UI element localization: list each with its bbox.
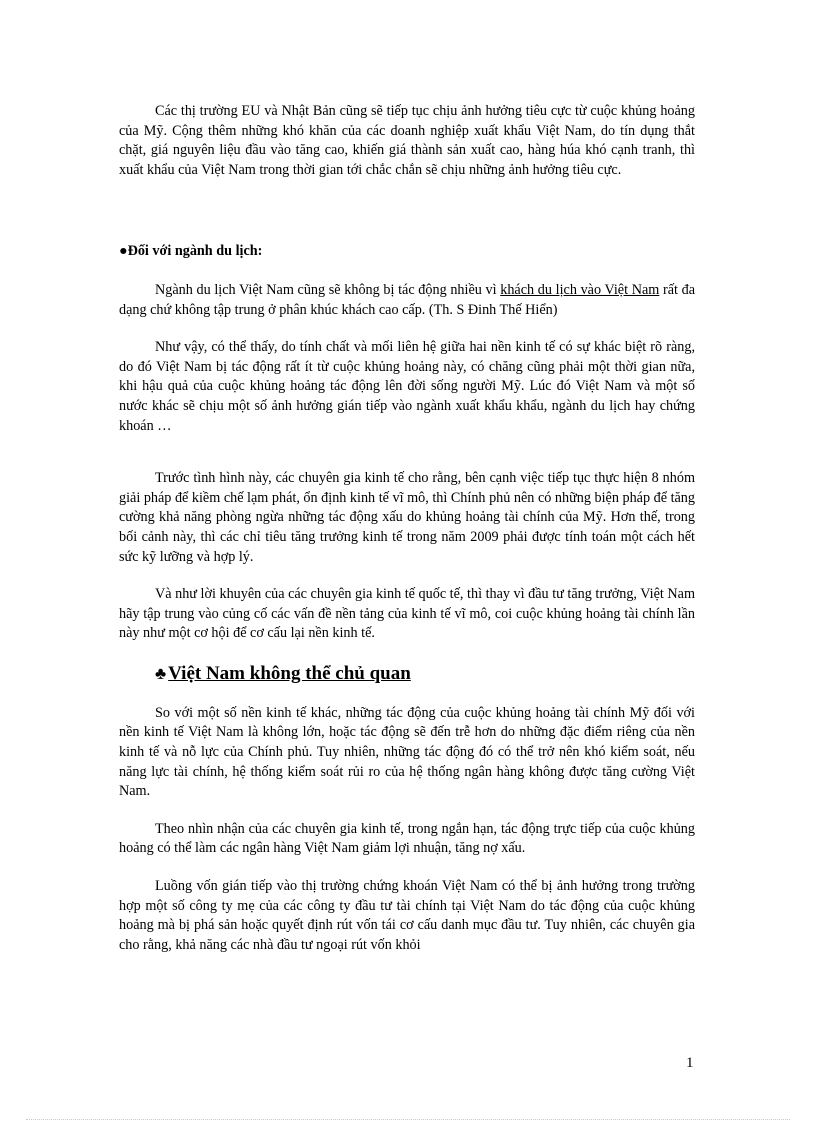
paragraph-advice: Và như lời khuyên của các chuyên gia kinh tế quốc tế, thì thay vì đầu tư tăng trưởng, Việt Nam hãy tập trung vào củng cố các vấn đề nền tảng của kinh tế vĩ mô, coi cuộc khủng hoảng tài chính lần này như một cơ hội để cơ cấu lại nền kinh tế. [119,586,695,642]
page-number: 1 [686,1055,694,1071]
paragraph-experts: Trước tình hình này, các chuyên gia kinh tế cho rằng, bên cạnh việc tiếp tục thực hiện 8 nhóm giải pháp để kiềm chế lạm phát, ổn định kinh tế vĩ mô, thì Chính phủ nên có những biện pháp để tăng cường khả năng phòng ngừa những tác động xấu do khủng hoảng tài chính của Mỹ. Hơn thế, trong bối cảnh này, thì các chỉ tiêu tăng trưởng kinh tế trong năm 2009 phải được tính toán một cách hết sức kỹ lưỡng và hợp lý. [119,470,695,565]
tourism-heading: ●Đối với ngành du lịch: [119,243,263,260]
paragraph-impact: So với một số nền kinh tế khác, những tác động của cuộc khủng hoảng tài chính Mỹ đối với nền kinh tế Việt Nam là không lớn, hoặc tác động sẽ đến trễ hơn do những đặc điểm riêng của nền kinh tế và nỗ lực của Chính phủ. Tuy nhiên, những tác động đó có thể trở nên khó kiểm soát, nếu năng lực tài chính, hệ thống kiểm soát rủi ro của hệ thống ngân hàng không được tăng cường Việt Nam. [119,704,695,800]
paragraph-eu-japan: Các thị trường EU và Nhật Bản cũng sẽ tiếp tục chịu ảnh hưởng tiêu cực từ cuộc khủng hoảng của Mỹ. Cộng thêm những khó khăn của các doanh nghiệp xuất khẩu Việt Nam, do tín dụng thắt chặt, giá nguyên liệu đầu vào tăng cao, khiến giá thành sản xuất cao, hàng húa khó cạnh tranh, thì xuất khẩu của Việt Nam trong thời gian tới chắc chắn sẽ chịu những ảnh hưởng tiêu cực. [119,103,695,178]
page-content [119,102,695,955]
club-icon: ♣ [155,663,167,683]
paragraph-capital-flow: Luồng vốn gián tiếp vào thị trường chứng khoán Việt Nam có thể bị ảnh hưởng trong trường hợp một số công ty mẹ của các công ty đầu tư tài chính tại Việt Nam do tác động của cuộc khủng hoảng mà bị phá sản hoặc quyết định rút vốn tái cơ cấu danh mục đầu tư. Tuy nhiên, các chuyên gia cho rằng, khả năng các nhà đầu tư ngoại rút vốn khỏi [119,878,695,953]
page-bottom-border [26,1119,790,1120]
tourism-text-end: rất đa dạng chứ không tập trung ở phân khúc khách cao cấp. (Th. S Đinh Thế Hiển) [119,281,695,318]
paragraph-tourism [119,281,695,320]
paragraph-summary: Như vậy, có thể thấy, do tính chất và mối liên hệ giữa hai nền kinh tế có sự khác biệt rõ ràng, do đó Việt Nam bị tác động rất ít từ cuộc khủng hoảng này, có chăng cũng phải một thời gian nữa, khi hậu quả của cuộc khủng hoảng tác động lên đời sống người Mỹ. Lúc đó Việt Nam và một số nước khác sẽ chịu một số ảnh hưởng gián tiếp vào ngành xuất khẩu khẩu, ngành du lịch hay chứng khoán … [119,339,695,434]
section-title: Việt Nam không thể chủ quan [168,662,411,684]
tourism-link[interactable]: khách du lịch vào Việt Nam [500,281,660,298]
paragraph-banks: Theo nhìn nhận của các chuyên gia kinh tế, trong ngắn hạn, tác động trực tiếp của cuộc khủng hoảng có thể làm các ngân hàng Việt Nam giảm lợi nhuận, tăng nợ xấu. [119,820,695,857]
tourism-text-start: Ngành du lịch Việt Nam cũng sẽ không bị tác động nhiều vì [155,281,501,298]
section-heading [119,662,695,686]
